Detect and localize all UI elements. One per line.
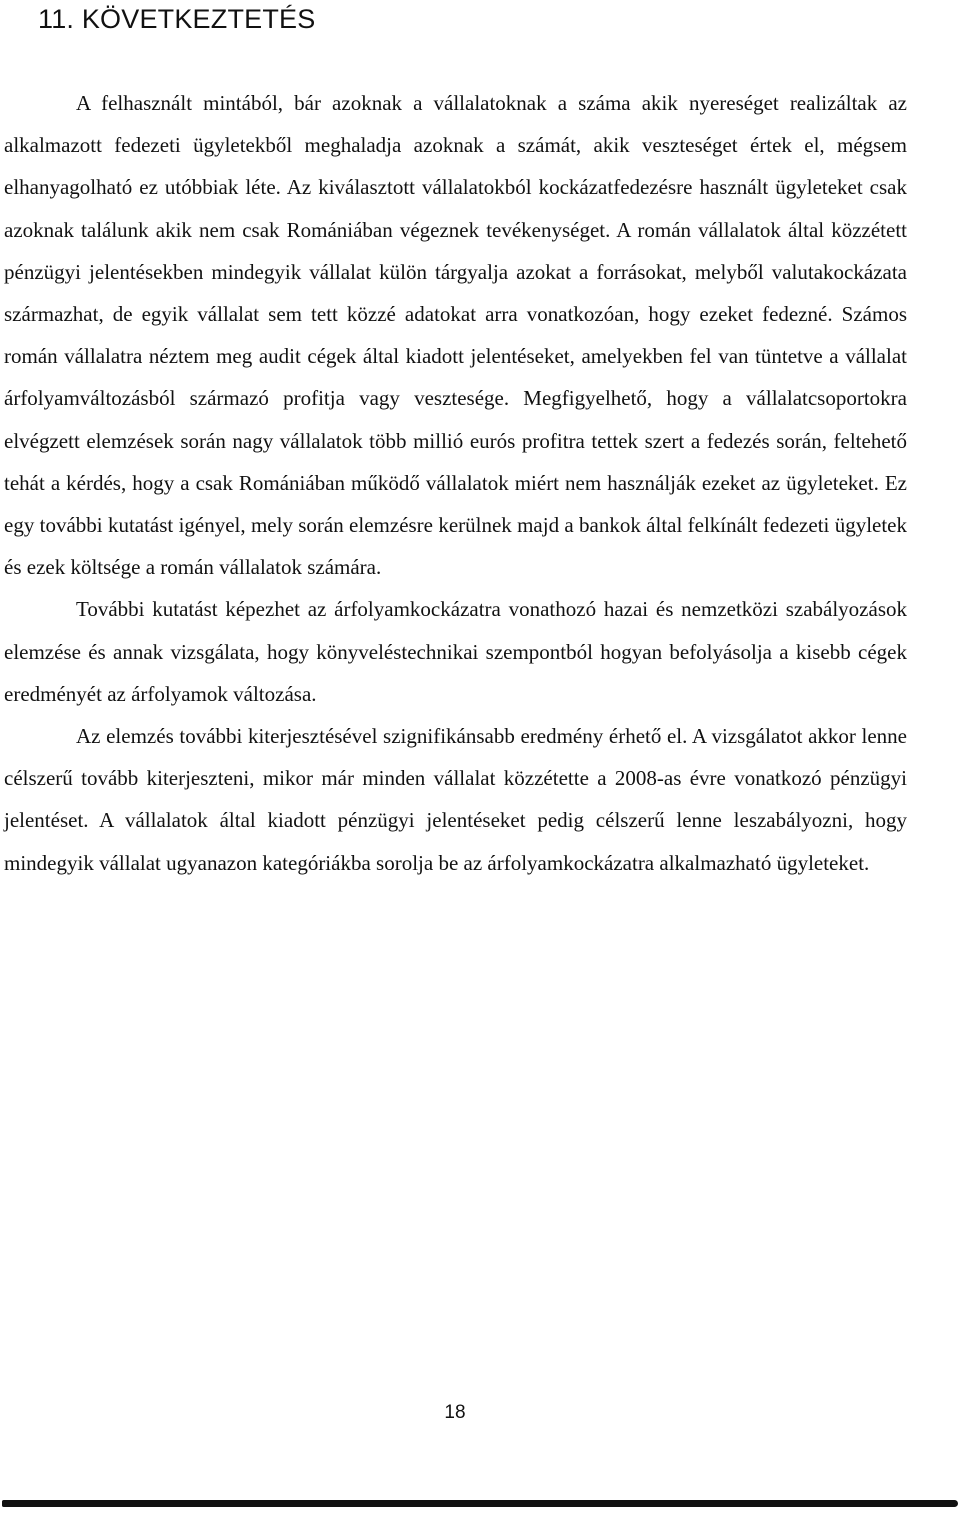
page-number: 18 bbox=[444, 1402, 466, 1423]
paragraph-3: Az elemzés további kiterjesztésével szignifikánsabb eredmény érhető el. A vizsgálatot akkor lenne célszerű tovább kiterjeszteni, mikor már minden vállalat közzétette a 2008-as évre vonatkozó pénzügyi jelentéset. A vállalatok által kiadott pénzügyi jelentéseket pedig célszerű lenne leszabályozni, hogy mindegyik vállalat ugyanazon kategóriákba sorolja be az árfolyamkockázatra alkalmazható ügyleteket. bbox=[4, 724, 907, 875]
paragraph-2: További kutatást képezhet az árfolyamkockázatra vonathozó hazai és nemzetközi szabályozások elemzése és annak vizsgálata, hogy könyveléstechnikai szempontból hogyan befolyásolja a kisebb cégek eredményét az árfolyamok változása. bbox=[4, 597, 907, 706]
body-text bbox=[4, 82, 907, 884]
footer-rule bbox=[2, 1500, 958, 1507]
paragraph-1: A felhasznált mintából, bár azoknak a vállalatoknak a száma akik nyereséget realizáltak az alkalmazott fedezeti ügyletekből meghaladja azoknak a számát, akik veszteséget értek el, mégsem elhanyagolható ez utóbbiak léte. Az kiválasztott vállalatokból kockázatfedezésre használt ügyleteket csak azoknak találunk akik nem csak Romániában végeznek tevékenységet. A román vállalatok által közzétett pénzügyi jelentésekben mindegyik vállalat külön tárgyalja azokat a forrásokat, melyből valutakockázata származhat, de egyik vállalat sem tett közzé adatokat arra vonatkozóan, hogy ezeket fedezné. Számos román vállalatra néztem meg audit cégek által kiadott jelentéseket, amelyekben fel van tüntetve a vállalat árfolyamváltozásból származó profitja vagy vesztesége. Megfigyelhető, hogy a vállalatcsoportokra elvégzett elemzések során nagy vállalatok több millió eurós profitra tettek szert a fedezés során, feltehető tehát a kérdés, hogy a csak Romániában működő vállalatok miért nem használják ezeket az ügyleteket. Ez egy további kutatást igényel, mely során elemzésre kerülnek majd a bankok által felkínált fedezeti ügyletek és ezek költsége a román vállalatok számára. bbox=[4, 91, 907, 580]
section-heading: 11. KÖVETKEZTETÉS bbox=[38, 4, 316, 34]
